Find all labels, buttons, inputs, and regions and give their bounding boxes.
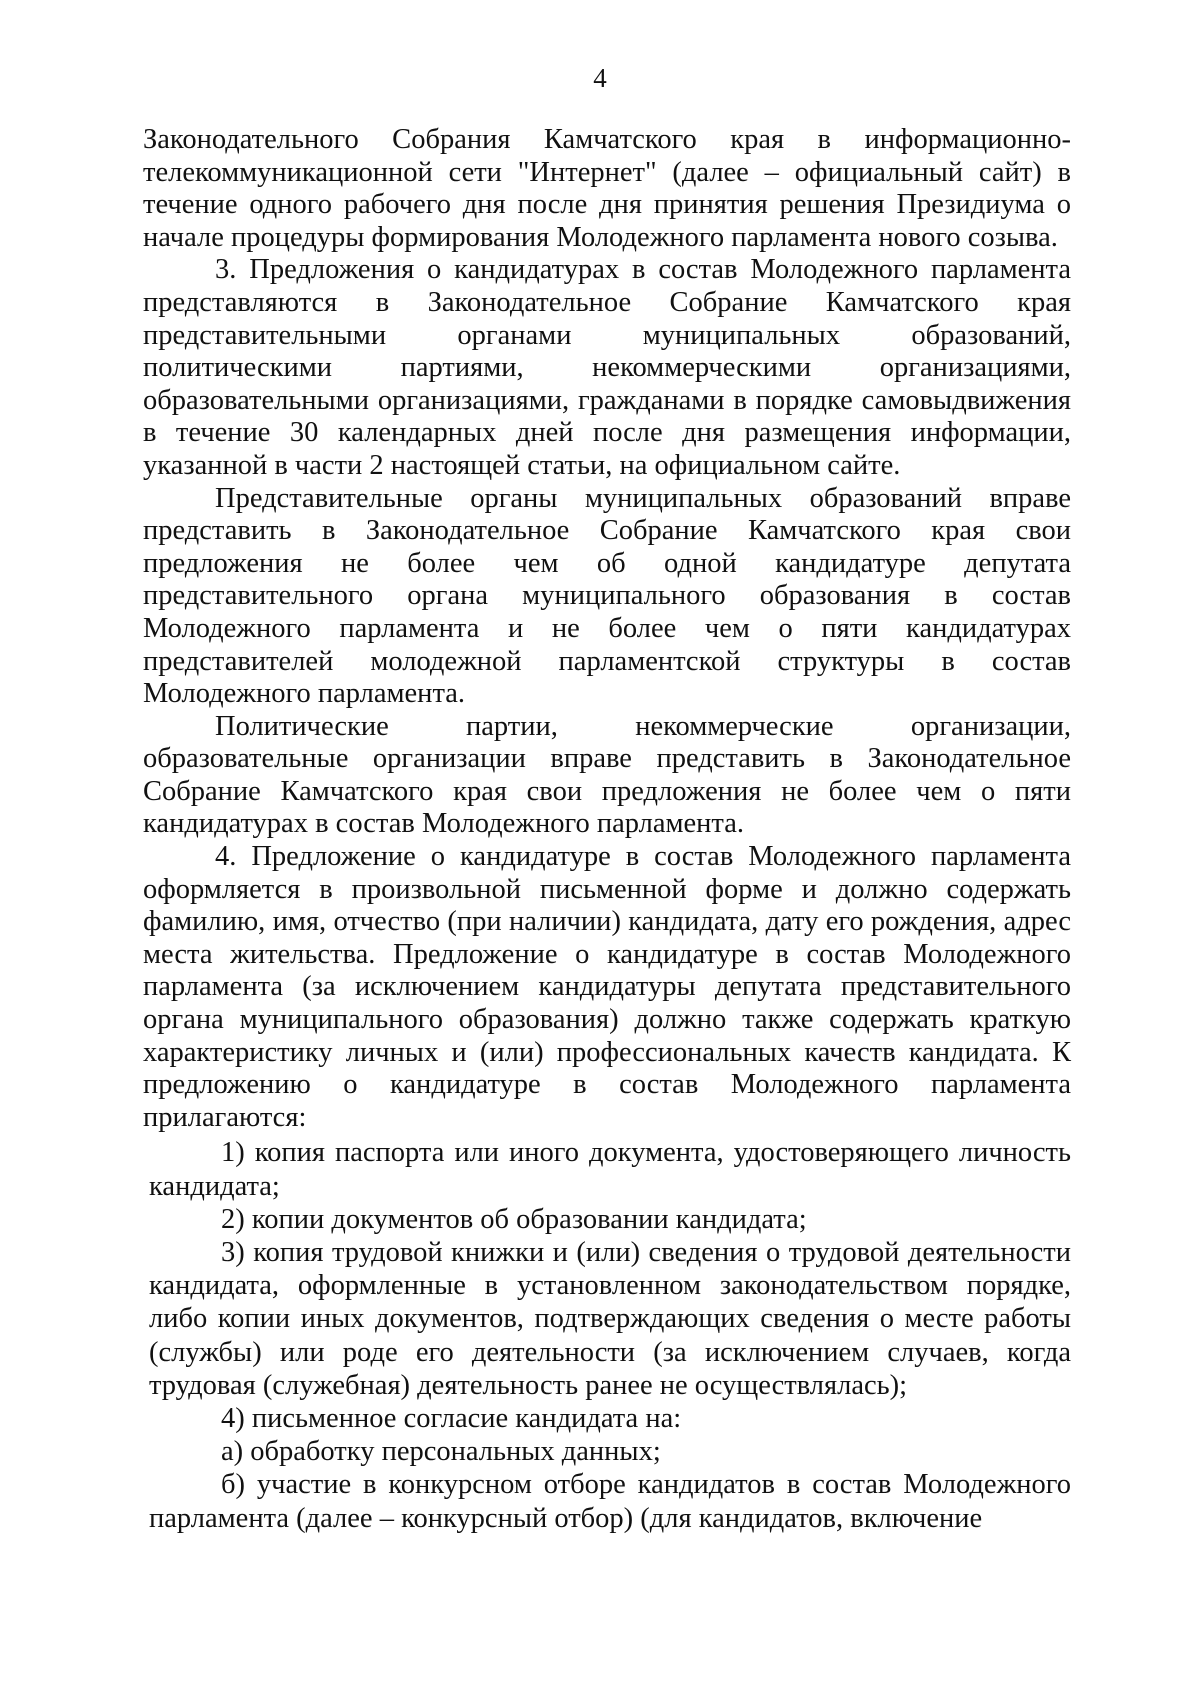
attachments-list [143,1136,1071,1534]
document-body [143,124,1071,1535]
paragraph-political-parties: Политические партии, некоммерческие организации, образовательные организации вправе представить в Законодательное Собрание Камчатского края свои предложения не более чем о пяти кандидатурах в состав Молодежного парламента. [143,710,1071,840]
list-item-education-docs: 2) копии документов об образовании кандидата; [221,1203,807,1235]
paragraph-official-site: Законодательного Собрания Камчатского края в информационно-телекоммуникационной сети "Интернет" (далее – официальный сайт) в течение одного рабочего дня после дня принятия решения Президиума о начале процедуры формирования Молодежного парламента нового созыва. [143,124,1071,253]
list-item-personal-data: а) обработку персональных данных; [221,1436,661,1468]
paragraph-point-3-proposals: 3. Предложения о кандидатурах в состав Молодежного парламента представляются в Законодательное Собрание Камчатского края представительными органами муниципальных образований, политическими партиями, некоммерческими организациями, образовательными организациями, гражданами в порядке самовыдвижения в течение 30 календарных дней после дня размещения информации, указанной в части 2 настоящей статьи, на официальном сайте. [143,254,1071,481]
paragraph-municipal-bodies: Представительные органы муниципальных образований вправе представить в Законодательное Собрание Камчатского края свои предложения не более чем об одной кандидатуре депутата представительного органа муниципального образования в состав Молодежного парламента и не более чем о пяти кандидатурах представителей молодежной парламентской структуры в состав Молодежного парламента. [143,482,1071,710]
list-item-written-consent: 4) письменное согласие кандидата на: [221,1403,682,1435]
paragraph-point-4-proposal-form: 4. Предложение о кандидатуре в состав Молодежного парламента оформляется в произвольной письменной форме и должно содержать фамилию, имя, отчество (при наличии) кандидата, дату его рождения, адрес места жительства. Предложение о кандидатуре в состав Молодежного парламента (за исключением кандидатуры депутата представительного органа муниципального образования) должно также содержать краткую характеристику личных и (или) профессиональных качеств кандидата. К предложению о кандидатуре в состав Молодежного парламента прилагаются: [143,841,1071,1133]
list-item-passport-copy: 1) копия паспорта или иного документа, удостоверяющего личность кандидата; [149,1137,1071,1202]
list-item-competitive-selection: б) участие в конкурсном отборе кандидатов в состав Молодежного парламента (далее – конкурсный отбор) (для кандидатов, включение [149,1469,1071,1534]
list-item-work-record: 3) копия трудовой книжки и (или) сведения о трудовой деятельности кандидата, оформленные в установленном законодательством порядке, либо копии иных документов, подтверждающих сведения о месте работы (службы) или роде его деятельности (за исключением случаев, когда трудовая (служебная) деятельность ранее не осуществлялась); [149,1237,1071,1401]
page-number: 4 [593,63,607,93]
